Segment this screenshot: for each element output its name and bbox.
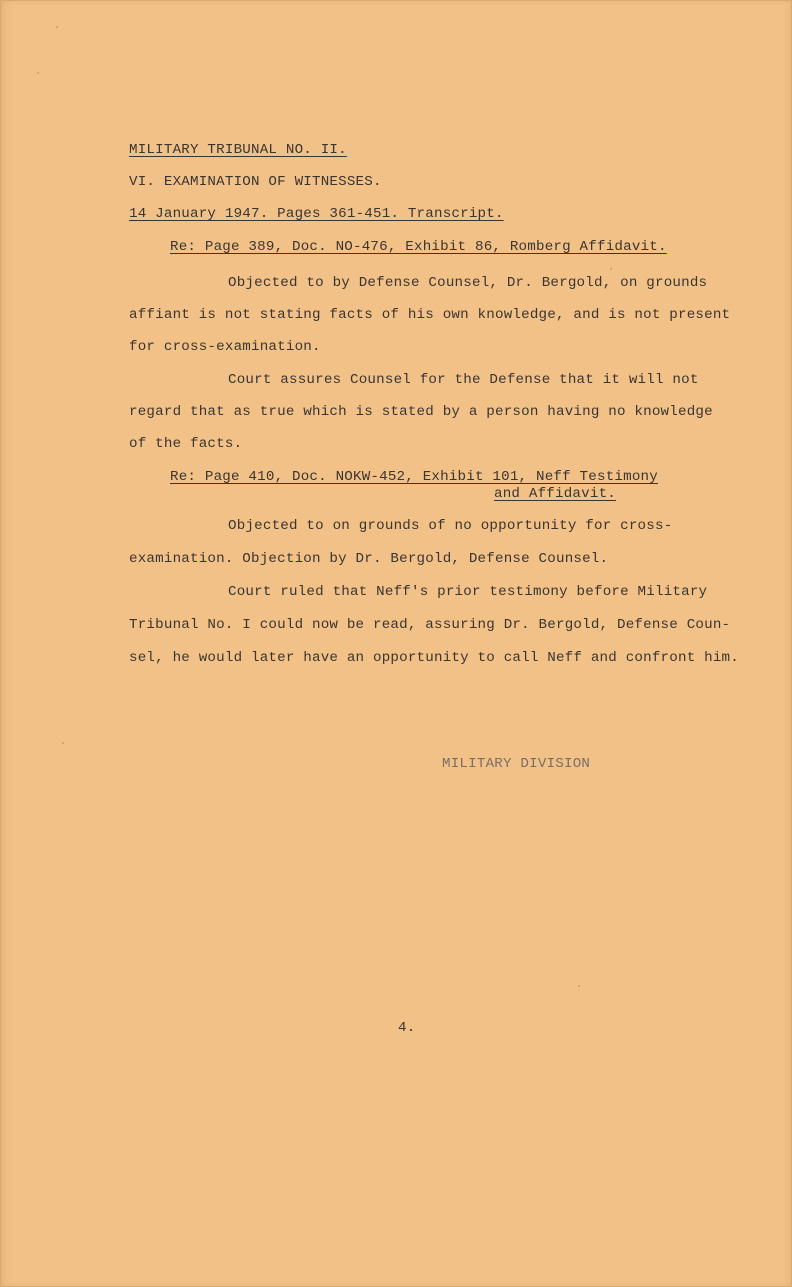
paragraph-line: Court assures Counsel for the Defense that it will not — [228, 372, 699, 388]
signature-block: MILITARY DIVISION — [442, 756, 591, 772]
paper-speck — [56, 26, 58, 28]
entry-heading: Re: Page 410, Doc. NOKW-452, Exhibit 101, Neff Testimony — [170, 469, 658, 485]
dateline: 14 January 1947. Pages 361-451. Transcript. — [129, 206, 504, 222]
paper-speck — [610, 268, 612, 270]
paragraph-line: affiant is not stating facts of his own knowledge, and is not present — [129, 307, 731, 323]
entry-heading: Re: Page 389, Doc. NO-476, Exhibit 86, Romberg Affidavit. — [170, 239, 667, 255]
paragraph-line: Objected to by Defense Counsel, Dr. Bergold, on grounds — [228, 275, 708, 291]
paragraph-line: sel, he would later have an opportunity to call Neff and confront him. — [129, 650, 739, 666]
paragraph-line: Court ruled that Neff's prior testimony before Military — [228, 584, 708, 600]
section-heading: VI. EXAMINATION OF WITNESSES. — [129, 174, 382, 190]
paper-speck — [37, 72, 39, 74]
paragraph-line: examination. Objection by Dr. Bergold, Defense Counsel. — [129, 551, 609, 567]
paragraph-line: Objected to on grounds of no opportunity for cross- — [228, 518, 673, 534]
paragraph-line: Tribunal No. I could now be read, assuring Dr. Bergold, Defense Coun- — [129, 617, 731, 633]
tribunal-title: MILITARY TRIBUNAL NO. II. — [129, 142, 347, 158]
paragraph-line: regard that as true which is stated by a person having no knowledge — [129, 404, 713, 420]
paper-speck — [578, 985, 580, 987]
paper-speck — [62, 742, 64, 744]
page-number: 4. — [398, 1020, 416, 1036]
paragraph-line: for cross-examination. — [129, 339, 321, 355]
entry-heading-continued: and Affidavit. — [494, 486, 616, 502]
paragraph-line: of the facts. — [129, 436, 243, 452]
